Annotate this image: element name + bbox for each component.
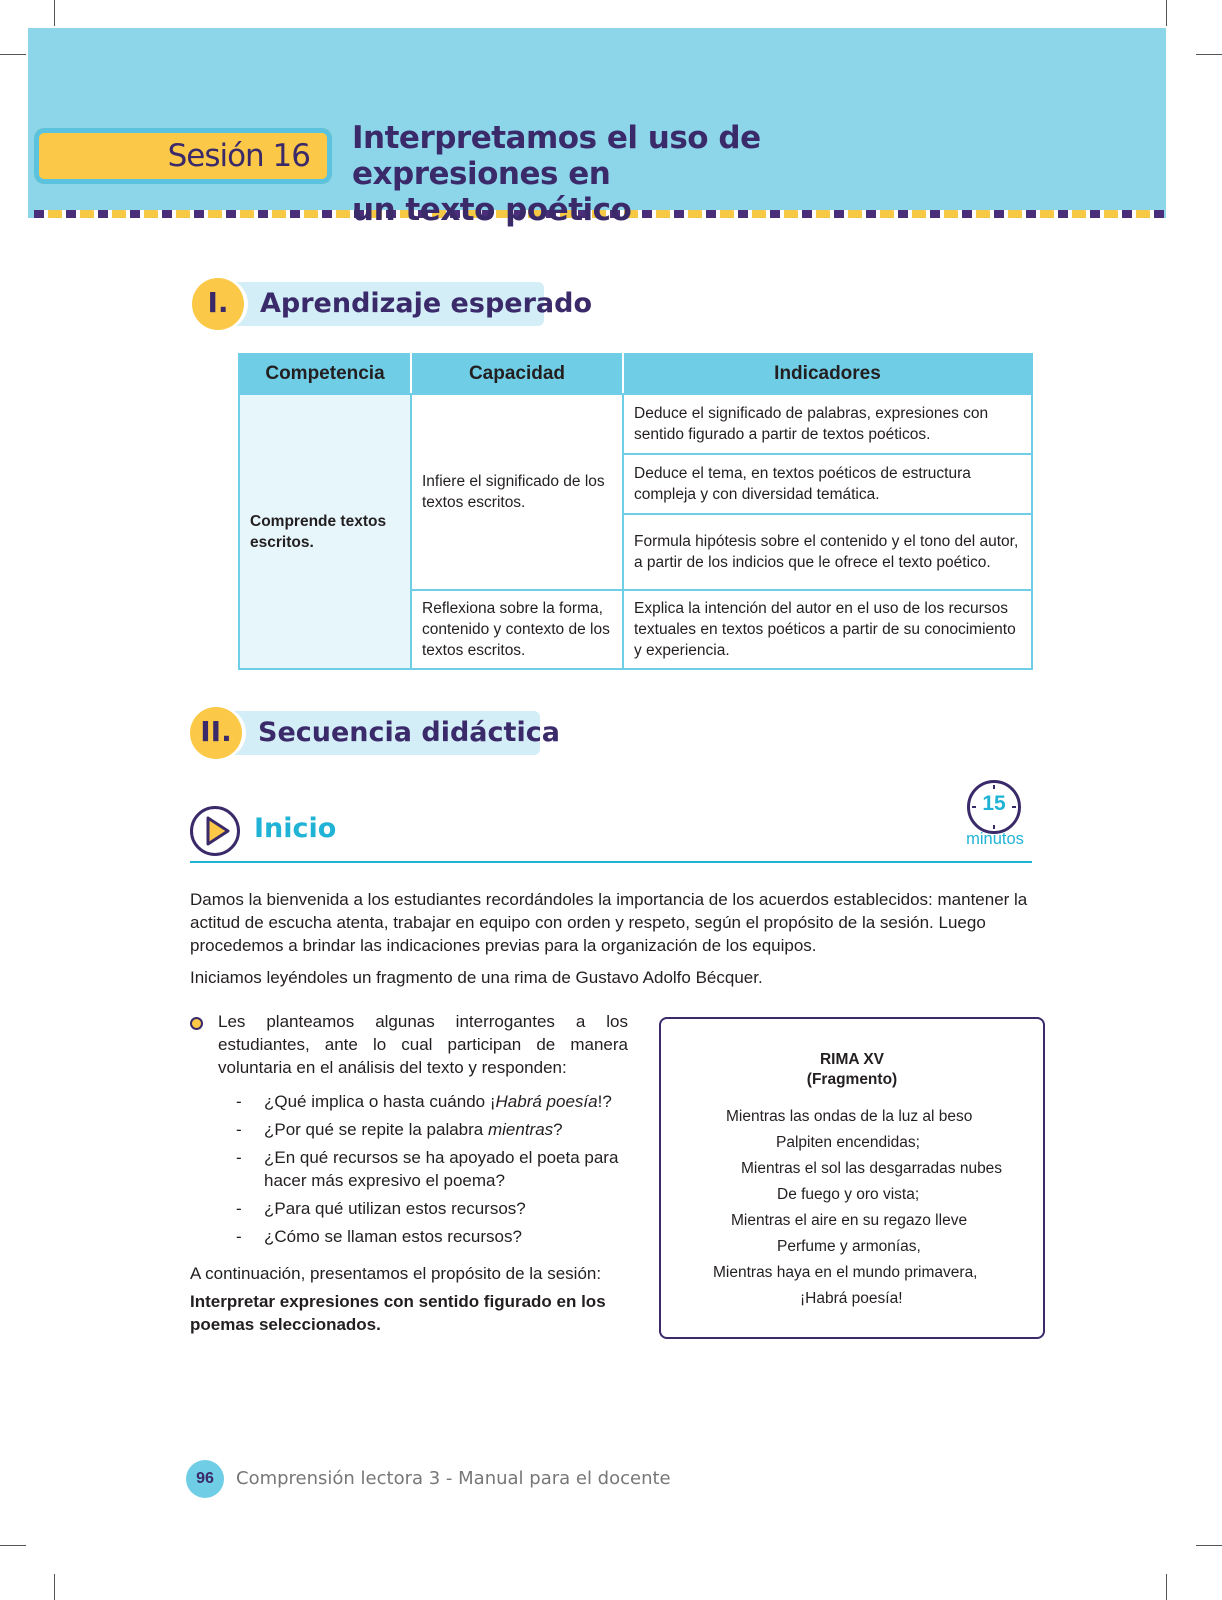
crop-mark [1166, 0, 1167, 26]
reading-paragraph: Iniciamos leyéndoles un fragmento de una rima de Gustavo Adolfo Bécquer. [190, 968, 763, 987]
poem-line: Mientras haya en el mundo primavera, [713, 1264, 978, 1281]
bullet-text: Les planteamos algunas interrogantes a los estudiantes, ante lo cual participan de manera voluntaria en el análisis del texto y responden: [218, 1012, 628, 1077]
poem-subtitle: (Fragmento) [806, 1071, 898, 1088]
crop-mark [54, 1574, 55, 1600]
list-item: - ¿Qué implica o hasta cuándo ¡Habrá poesía!? [236, 1092, 612, 1111]
crop-mark [1196, 54, 1222, 55]
poem-line: Perfume y armonías, [777, 1238, 921, 1255]
poem-line: De fuego y oro vista; [777, 1186, 920, 1203]
learning-table [238, 353, 1033, 670]
poem-line: ¡Habrá poesía! [800, 1290, 903, 1307]
question-list [232, 1090, 632, 1253]
table-header: Capacidad [411, 354, 623, 394]
poem-line: Mientras el sol las desgarradas nubes [741, 1160, 1003, 1177]
crop-mark [0, 54, 26, 55]
list-item: - ¿Por qué se repite la palabra mientras? [236, 1120, 563, 1139]
poem-line: Palpiten encendidas; [776, 1134, 920, 1151]
section-title: Aprendizaje esperado [260, 288, 592, 319]
list-item: - ¿Para qué utilizan estos recursos? [236, 1199, 526, 1218]
indicador-cell: Deduce el significado de palabras, expresiones con sentido figurado a partir de textos poéticos. [623, 394, 1032, 454]
page-title: Interpretamos el uso de expresiones en un texto poético [352, 120, 761, 228]
bullet-icon [190, 1017, 203, 1030]
table-header: Indicadores [623, 354, 1032, 394]
timer-label: minutos [966, 830, 1024, 848]
session-pill [34, 128, 332, 184]
timer-minutes: 15 [982, 792, 1006, 815]
purpose-text: Interpretar expresiones con sentido figurado en los poemas seleccionados. [190, 1292, 606, 1334]
poem-line: Mientras las ondas de la luz al beso [726, 1108, 973, 1125]
competencia-cell: Comprende textos escritos. [239, 394, 411, 669]
indicador-cell: Deduce el tema, en textos poéticos de estructura compleja y con diversidad temática. [623, 454, 1032, 514]
indicador-cell: Explica la intención del autor en el uso de los recursos textuales en textos poéticos a partir de su conocimiento y experiencia. [623, 590, 1032, 669]
crop-mark [1196, 1545, 1222, 1546]
intro-paragraph: Damos la bienvenida a los estudiantes recordándoles la importancia de los acuerdos establecidos: mantener la actitud de escucha atenta, trabajar en equipo con orden y respeto, según el propósito de la sesión. Luego procedemos a brindar las indicaciones previas para la organización de los equipos. [190, 890, 1028, 955]
table-header: Competencia [239, 354, 411, 394]
list-item: - ¿Cómo se llaman estos recursos? [236, 1227, 522, 1246]
session-label: Sesión 16 [167, 138, 310, 174]
list-item: - ¿En qué recursos se ha apoyado el poeta para hacer más expresivo el poema? [236, 1148, 619, 1190]
crop-mark [1166, 1574, 1167, 1600]
inicio-title: Inicio [254, 813, 337, 844]
crop-mark [54, 0, 55, 26]
divider [190, 861, 1032, 863]
footer-text: Comprensión lectora 3 - Manual para el docente [236, 1468, 671, 1489]
section-heading-aprendizaje: I. Aprendizaje esperado [192, 282, 552, 326]
poem-line: Mientras el aire en su regazo lleve [731, 1212, 968, 1229]
capacidad-cell: Infiere el significado de los textos escritos. [411, 394, 623, 590]
poem-title: RIMA XV [819, 1051, 884, 1068]
purpose-intro: A continuación, presentamos el propósito de la sesión: [190, 1264, 602, 1283]
indicador-cell: Formula hipótesis sobre el contenido y el tono del autor, a partir de los indicios que le ofrece el texto poético. [623, 514, 1032, 590]
page-number: 96 [186, 1460, 224, 1498]
crop-mark [0, 1545, 26, 1546]
capacidad-cell: Reflexiona sobre la forma, contenido y contexto de los textos escritos. [411, 590, 623, 669]
section-title: Secuencia didáctica [258, 717, 560, 748]
section-heading-secuencia: II. Secuencia didáctica [190, 711, 550, 755]
play-icon [190, 806, 240, 856]
